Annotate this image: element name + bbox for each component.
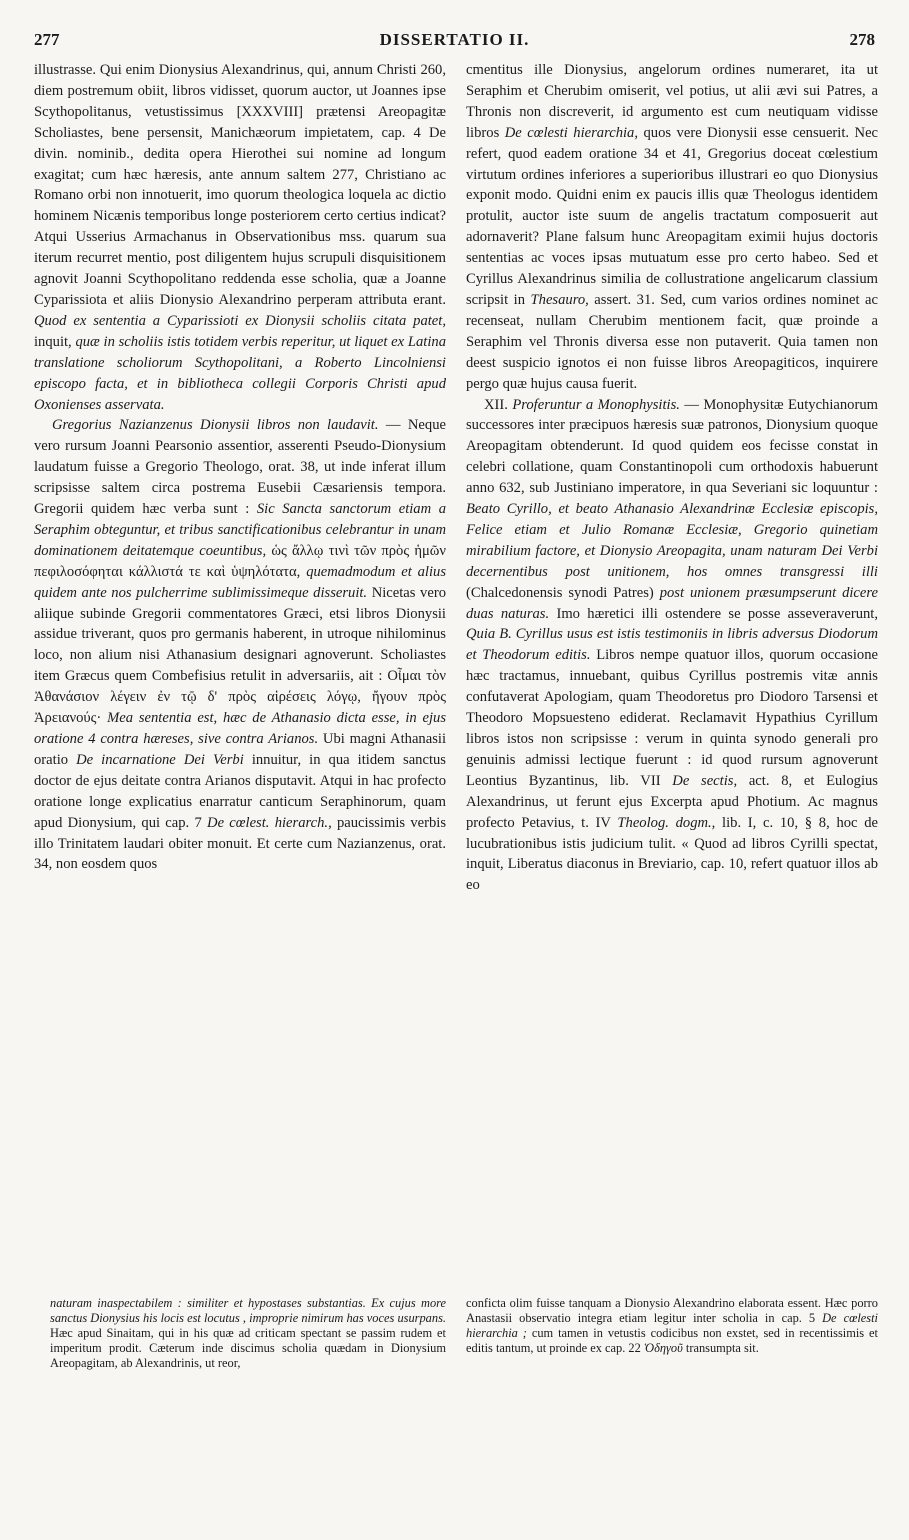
running-header — [34, 30, 875, 56]
work-title: De sectis, — [672, 772, 738, 789]
greek-text: Οἶμαι τὸν Ἀθανάσιον λέγειν ἐν τῷ δ' πρὸς αἱρέσεις λόγῳ, ἤγουν πρὸς Ἀρειανούς· — [34, 668, 446, 727]
section-number: XII. — [484, 396, 508, 413]
text-run: Ubi magni Athanasii oratio — [34, 731, 446, 768]
left-paragraph-2 — [34, 415, 446, 875]
work-title: De cœlesti hierarchia, — [504, 124, 638, 141]
italic-quote: Mea sententia est, hæc de Athanasio dicta esse, in ejus oratione 4 contra hæreses, sive contra Arianos. — [34, 710, 446, 747]
italic-quote: post unionem præsumpserunt dicere duas naturas. — [466, 584, 878, 622]
footnote-text: Hæc apud Sinaitam, qui in his quæ ad criticam spectant se passim rudem et imperitum prodit. Cæterum inde discimus scholia quædam in Dionysium Areopagitam, ab Alexandrinis, ut reor, — [50, 1326, 446, 1370]
right-paragraph-2 — [466, 395, 878, 897]
italic-quote: Quia B. Cyrillus usus est istis testimoniis in libris adversus Diodorum et Theodorum editis. — [466, 626, 878, 664]
footnote-italic: naturam inaspectabilem : similiter et hypostases substantias. Ex cujus more sanctus Dionysius his locis est locutus , improprie nimirum has voces usurpans. — [50, 1296, 446, 1325]
footnote-text: cum tamen in vetustis codicibus non exstet, sed in recentissimis et editis tantum, ut proinde ex cap. 22 — [466, 1326, 878, 1355]
left-column — [34, 60, 446, 875]
footnote-paragraph — [466, 1296, 878, 1356]
italic-quote: Beato Cyrillo, et beato Athanasio Alexandrinæ Ecclesiæ episcopis, Felice etiam et Julio Romanæ Ecclesiæ, Gregorio quinetiam mirabilium factore, et Dionysio Areopagita, unam naturam Dei Verbi decernentibus post unitionem, hos omnes transgressi illi — [466, 501, 878, 580]
footnote-text: transumpta sit. — [685, 1341, 759, 1355]
text-run: Libros nempe quatuor illos, quorum occasione hæc tractamus, innuebant, quibus Cyrillus postremis vitæ annis confutaverat Apologiam, quam Theodoretus pro Diodoro Tarsensi et Theodoro Mopsuesteno ediderat. Reclamavit Hypathius Cyrillum libros istos non scripsisse : verum in quinta synodo generali pro genuinis admissi lectique fuerunt : id quod rursum agnoverunt Leontius Byzantinus, lib. VII — [466, 647, 878, 789]
page-number-left: 277 — [34, 30, 60, 49]
section-heading: Gregorius Nazianzenus Dionysii libros non laudavit. — [52, 417, 379, 434]
right-paragraph-1 — [466, 60, 878, 395]
text-run: Imo hæretici illi ostendere se posse asseveraverunt, — [556, 605, 878, 622]
greek-text: Ὁδηγοῦ — [643, 1341, 683, 1355]
text-run: — Monophysitæ Eutychianorum successores inter præcipuos hæresis suæ patronos, Dionysium quoque Areopagitam obtenderunt. Id quod quidem eos fecisse constat in celebri collatione, quam Constantinopoli cum orthodoxis habuerunt anno 632, sub Justiniano imperatore, in qua Severiani sic loquuntur : — [466, 396, 878, 497]
text-run: quos vere Dionysii esse censuerit. Nec refert, quod eadem oratione 34 et 41, Gregorius doceat cœlestium virtutum ordines inferiores a superioribus illustrari eo quo Dionysius exponit modo. Quidni enim ex paucis illis quæ Theologus identidem protulit, auctor iste suum de angelis tractatum composuerit aut adornaverit? Plane falsum hunc Areopagitam eximii hujus doctoris sententias ac voces ipsas mutuatum esse pro certo habeo. Sed et Cyrillus Alexandrinus similia de collustratione angelicarum classium scripsit in — [466, 124, 879, 308]
greek-text: ὡς ἄλλῳ τινὶ τῶν πρὸς ἡμῶν πεφιλοσόφηται κάλλιστά τε καὶ ὑψηλότατα, — [34, 542, 446, 580]
work-title: Thesauro, — [530, 291, 589, 308]
italic-quote: quæ in scholiis istis totidem verbis reperitur, ut liquet ex Latina translatione scholiorum Scythopolitani, a Roberto Lincolniensi episcopo facta, et in bibliotheca collegii Corporis Christi apud Oxonienses asservata. — [34, 333, 446, 413]
text-run: innuitur, in qua itidem sanctus doctor de ejus deitate contra Arianos disputavit. Atqui in hac profecto oratione longe explicatius enarratur canticum Seraphinorum, quam apud Dionysium, qui cap. 7 — [34, 751, 446, 831]
footnote-paragraph — [50, 1296, 446, 1371]
text-run: act. 8, et Eulogius Alexandrinus, ut ferunt ejus Excerpta apud Photium. Ac magnus profecto Petavius, t. IV — [466, 772, 878, 831]
text-run: (Chalcedonensis synodi Patres) — [466, 584, 654, 601]
text-run: assert. 31. Sed, cum varios ordines nominet ac recenseat, nullam Cherubim mentionem facit, quæ proinde a Seraphim vel Thronis diversa esse non putaverit. Quia tamen non deest suspicio ignotos ei non fuisse libros Areopagiticos, inquirere pergo quæ hujus causa fuerit. — [466, 291, 879, 392]
footnote-left — [50, 1296, 446, 1371]
text-run: Nicetas vero aliique subinde Gregorii commentatores Græci, etsi libros Dionysii assidue triverant, quos pro germanis haberent, in utroque nihilominus loco, non alium nisi Athanasium designari agnoverunt. Scholiastes item Græcus quem Combefisius retulit in adversariis, ait : — [34, 584, 446, 685]
work-title: De cœlesti hierarchia ; — [466, 1311, 878, 1340]
work-title: De cœlest. hierarch. — [207, 814, 329, 831]
work-title: Theolog. dogm., — [617, 814, 716, 831]
right-column — [466, 60, 878, 896]
italic-quote: quemadmodum et alius quidem ante nos pulcherrime sublimissimeque disseruit. — [34, 563, 447, 601]
italic-quote: Sic Sancta sanctorum etiam a Seraphim obteguntur, et tribus sanctificationibus celebrantur in unam dominationem deitatemque coeuntibus, — [34, 501, 446, 559]
work-title: De incarnatione Dei Verbi — [76, 751, 244, 768]
text-run: illustrasse. Qui enim Dionysius Alexandrinus, qui, annum Christi 260, diem postremum obiit, libros vidisset, quorum auctor, ut Joannes ipse Scythopolitanus, vetustissimus [XXXVIII] prætensi Areopagitæ Scholiastes, bene persensit, Manichæorum impietatem, cap. 4 De divin. nominib., dedita opera Hierothei sui nomine ad longum exagitat; cum hæc hæresis, ante annum saltem 277, Christiano ac Romano orbi non innotuerit, imo quorum theologica loquela ac dictio hominem Nicænis temporibus longe posteriorem certo certius indicat? Atqui Usserius Armachanus in Observationibus mss. quarum sua iterum recurret mentio, post diligentem hujus scrupuli disquisitionem agnovit Joanni Scythopolitano reddenda esse scholia, quæ a Joanne Cyparissiota et aliis Dionysio Alexandrino perperam attributa erant. — [34, 62, 446, 308]
text-run: cmentitus ille Dionysius, angelorum ordines numeraret, ita ut Seraphim et Cherubim omiserit, vel potius, ut alii ævi sui Patres, a Thronis non discreverit, id argumento est cum neutiquam vidisse libros — [466, 62, 878, 141]
page-number-right: 278 — [849, 30, 875, 49]
italic-quote: Quod ex sententia a Cyparissioti ex Dionysii scholiis citata patet, — [34, 312, 446, 329]
text-run: inquit, — [34, 333, 72, 350]
footnote-text: conficta olim fuisse tanquam a Dionysio Alexandrino elaborata essent. Hæc porro Anastasii observatio integra etiam legitur inter scholia in cap. 5 — [466, 1296, 878, 1325]
left-paragraph-1 — [34, 60, 446, 415]
text-run: — Neque vero rursum Joanni Pearsonio assentior, asserenti Pseudo-Dionysium laudatum fuisse a Gregorio Theologo, orat. 38, ut inde inferat illum scripsisse saltem circa postrema Eusebii Cæsariensis tempora. Gregorii quidem hæc verba sunt : — [34, 417, 446, 518]
section-heading: Proferuntur a Monophysitis. — [512, 396, 680, 413]
running-title: DISSERTATIO II. — [379, 30, 530, 49]
text-run: lib. I, c. 10, § 8, hoc de lucubrationibus istis judicium tulit. « Quod ad libros Cyrilli spectat, inquit, Liberatus diaconus in Breviario, cap. 10, refert quatuor illos ab eo — [466, 814, 879, 894]
text-run: , paucissimis verbis illo Trinitatem laudari obiter monuit. Et certe cum Nazianzenus, orat. 34, non eosdem quos — [34, 814, 446, 873]
footnote-right — [466, 1296, 878, 1356]
